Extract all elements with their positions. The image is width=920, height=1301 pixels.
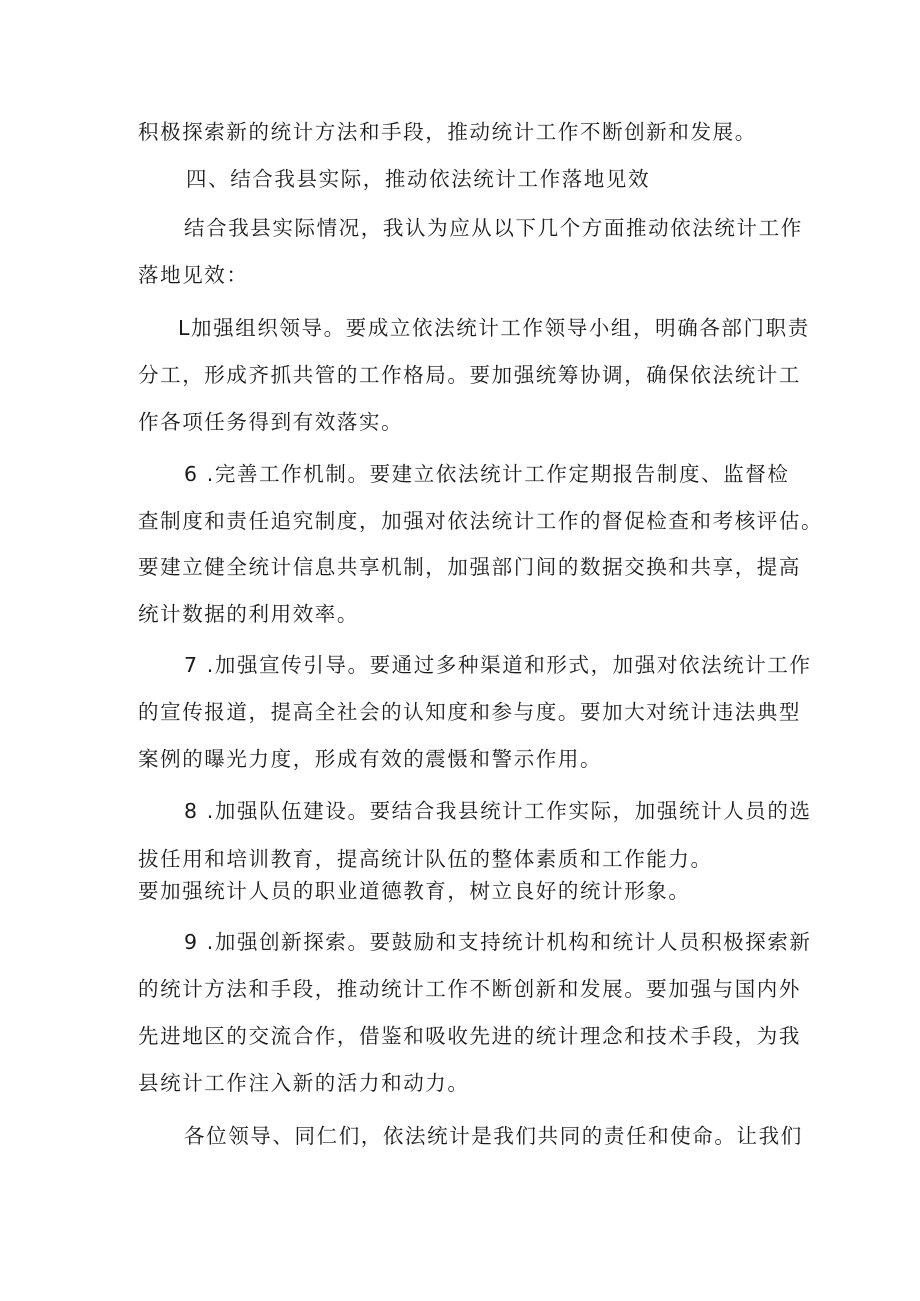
list-item-start: 9 .加强创新探索。要鼓励和支持统计机构和统计人员积极探索新 xyxy=(184,930,812,954)
text-line: 查制度和责任追究制度，加强对依法统计工作的督促检查和考核评估。 xyxy=(138,509,824,533)
text-line: 各位领导、同仁们，依法统计是我们共同的责任和使命。让我们 xyxy=(184,1124,803,1148)
list-item-start: 6 .完善工作机制。要建立依法统计工作定期报告制度、监督检 xyxy=(184,462,790,486)
text-line: 统计数据的利用效率。 xyxy=(138,602,359,626)
text-line: 的宣传报道，提高全社会的认知度和参与度。要加大对统计违法典型 xyxy=(138,700,801,724)
text-line: 分工，形成齐抓共管的工作格局。要加强统筹协调，确保依法统计工 xyxy=(138,363,801,387)
text-line: 要加强统计人员的职业道德教育，树立良好的统计形象。 xyxy=(138,879,691,903)
text-line: 案例的曝光力度，形成有效的震慑和警示作用。 xyxy=(138,747,603,771)
text-line: 作各项任务得到有效落实。 xyxy=(138,410,404,434)
text-line: 拔任用和培训教育，提高统计队伍的整体素质和工作能力。 xyxy=(138,847,713,871)
text-line: 的统计方法和手段，推动统计工作不断创新和发展。要加强与国内外 xyxy=(138,977,801,1001)
text-line: 积极探索新的统计方法和手段，推动统计工作不断创新和发展。 xyxy=(138,120,757,144)
text-line: 先进地区的交流合作，借鉴和吸收先进的统计理念和技术手段，为我 xyxy=(138,1024,801,1048)
text-line: 县统计工作注入新的活力和动力。 xyxy=(138,1071,470,1095)
section-heading: 四、结合我县实际，推动依法统计工作落地见效 xyxy=(186,167,651,191)
list-item-start: L加强组织领导。要成立依法统计工作领导小组，明确各部门职责 xyxy=(178,316,810,340)
text-line: 落地见效： xyxy=(138,263,249,287)
text-line: 要建立健全统计信息共享机制，加强部门间的数据交换和共享，提高 xyxy=(138,555,801,579)
list-item-start: 8 .加强队伍建设。要结合我县统计工作实际，加强统计人员的选 xyxy=(184,799,812,823)
text-line: 结合我县实际情况，我认为应从以下几个方面推动依法统计工作 xyxy=(184,216,803,240)
list-item-start: 7 .加强宣传引导。要通过多种渠道和形式，加强对依法统计工作 xyxy=(184,653,812,677)
